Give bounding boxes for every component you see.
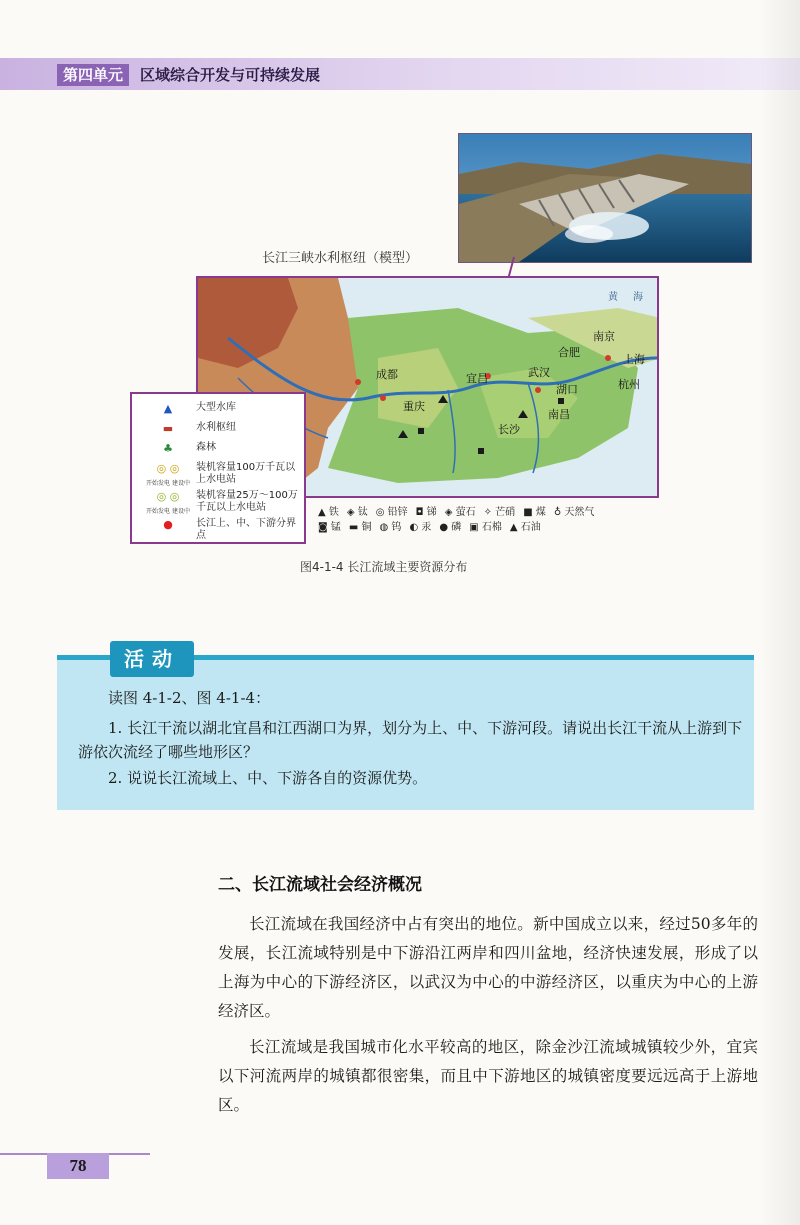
reservoir-icon: ▲ xyxy=(163,402,173,415)
activity-tab: 活动 xyxy=(110,641,194,677)
svg-text:长沙: 长沙 xyxy=(498,423,520,436)
resource-legend: ▲ 铁 ◈ 钛 ◎ 铅锌 ◘ 锑 ◈ 萤石 ✧ 芒硝 ■ 煤 ♁ 天然气 ◙ 锰 ▬ 铜 ◍ 钨 ◐ 汞 ● 磷 ▣ 石棉 ▲ 石油 xyxy=(318,507,595,533)
unit-tag: 第四单元 xyxy=(57,64,129,86)
svg-text:南京: 南京 xyxy=(593,330,615,343)
page-shadow xyxy=(760,0,800,1225)
svg-text:湖口: 湖口 xyxy=(556,383,578,396)
paragraph-1: 长江流域在我国经济中占有突出的地位。新中国成立以来，经过50多年的发展，长江流域特别是中下游沿江两岸和四川盆地，经济快速发展，形成了以上海为中心的下游经济区，以武汉为中心的中游经济区，以重庆为中心的上游经济区。 xyxy=(218,915,758,1020)
activity-question-2: 2. 说说长江流域上、中、下游各自的资源优势。 xyxy=(108,769,428,787)
svg-text:南昌: 南昌 xyxy=(548,408,570,421)
svg-text:上海: 上海 xyxy=(623,353,645,366)
photo-caption: 长江三峡水利枢纽（模型） xyxy=(262,251,419,266)
hydro-hub-icon: ▬ xyxy=(162,422,174,435)
page-number: 78 xyxy=(47,1153,109,1179)
legend-medium-station: ◎ ◎ 开始发电 建设中 装机容量25万～100万千瓦以上水电站 xyxy=(146,490,298,515)
legend-boundary-point: ● 长江上、中、下游分界点 xyxy=(140,518,296,542)
forest-icon: ♣ xyxy=(163,442,173,455)
svg-text:武汉: 武汉 xyxy=(528,366,550,379)
svg-text:合肥: 合肥 xyxy=(558,346,580,359)
svg-text:成都: 成都 xyxy=(376,368,398,381)
svg-text:海: 海 xyxy=(633,292,643,303)
map-legend xyxy=(130,392,306,544)
legend-hydro-hub: ▬ 水利枢纽 xyxy=(140,422,236,435)
dam-photo xyxy=(458,133,752,263)
figure-caption: 图4-1-4 长江流域主要资源分布 xyxy=(300,560,468,574)
power-station-icon: ◎ ◎ xyxy=(156,462,180,475)
legend-large-station: ◎ ◎ 开始发电 建设中 装机容量100万千瓦以上水电站 xyxy=(146,462,296,487)
activity-intro: 读图 4-1-2、图 4-1-4： xyxy=(108,689,271,707)
svg-text:杭州: 杭州 xyxy=(618,378,640,391)
legend-reservoir: ▲ 大型水库 xyxy=(140,402,236,415)
svg-text:宜昌: 宜昌 xyxy=(466,372,488,385)
legend-forest: ♣ 森林 xyxy=(140,442,216,455)
power-station-icon: ◎ ◎ xyxy=(156,490,180,503)
svg-text:黄: 黄 xyxy=(608,292,618,303)
unit-title: 区域综合开发与可持续发展 xyxy=(140,66,321,84)
section-title: 二、长江流域社会经济概况 xyxy=(218,875,422,895)
svg-text:重庆: 重庆 xyxy=(403,400,425,413)
paragraph-2: 长江流域是我国城市化水平较高的地区，除金沙江流域城镇较少外，宜宾以下河流两岸的城镇都很密集，而且中下游地区的城镇密度要远远高于上游地区。 xyxy=(218,1038,758,1114)
activity-question-1: 1. 长江干流以湖北宜昌和江西湖口为界，划分为上、中、下游河段。请说出长江干流从上游到下游依次流经了哪些地形区？ xyxy=(78,719,743,761)
boundary-point-icon: ● xyxy=(163,518,173,531)
